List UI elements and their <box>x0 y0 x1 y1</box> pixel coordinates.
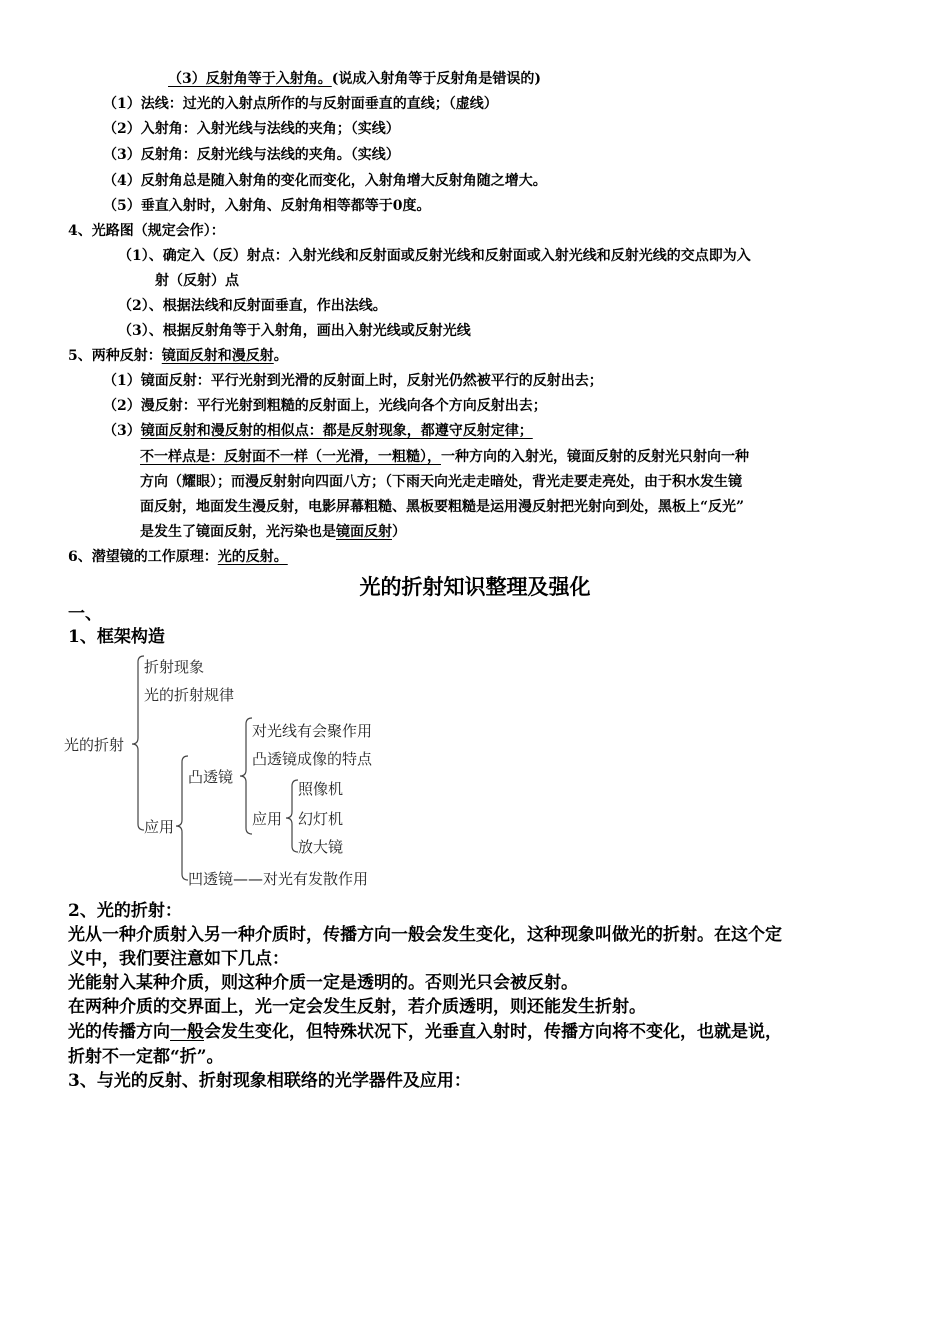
paragraph-point-3 <box>68 1021 782 1043</box>
tree-node-magnifier: 放大镜 <box>298 838 344 856</box>
text: ） <box>392 524 406 540</box>
line-diff-2: 方向（耀眼）；而漫反射射向四面八方；（下雨天向光走走暗处，背光走要走亮处，由于积水发生镜 <box>140 474 742 490</box>
tree-node-projector: 幻灯机 <box>298 810 344 828</box>
line-angle-change: （4）反射角总是随入射角的变化而变化，入射角增大反射角随之增大。 <box>103 173 547 189</box>
section-6-heading <box>68 548 288 566</box>
tree-node-camera: 照像机 <box>298 780 344 798</box>
text: 6、潜望镜的工作原理： <box>68 549 218 565</box>
framework-tree-diagram <box>62 650 402 895</box>
paragraph-point-1: 光能射入某种介质，则这种介质一定是透明的。否则光只会被反射。 <box>68 973 578 993</box>
line-4-2: （2）、根据法线和反射面垂直，作出法线。 <box>118 298 387 314</box>
tree-node-law: 光的折射规律 <box>144 686 235 704</box>
underlined-text: 镜面反射和漫反射的相似点：都是反射现象，都遵守反射定律； <box>140 423 533 439</box>
framework-heading: 1、框架构造 <box>68 627 165 647</box>
tree-node-root: 光的折射 <box>64 736 125 754</box>
line-5-2: （2）漫反射：平行光射到粗糙的反射面上，光线向各个方向反射出去； <box>103 398 547 414</box>
section-5-heading <box>68 347 288 365</box>
line-4-3: （3）、根据反射角等于入射角，画出入射光线或反射光线 <box>118 323 471 339</box>
line-normal: （1）法线：过光的入射点所作的与反射面垂直的直线；（虚线） <box>103 96 498 112</box>
line-5-1: （1）镜面反射：平行光射到光滑的反射面上时，反射光仍然被平行的反射出去； <box>103 373 603 389</box>
tree-node-uses: 应用 <box>252 810 283 828</box>
tree-node-phenomenon: 折射现象 <box>144 658 205 676</box>
section-2-heading: 2、光的折射： <box>68 901 182 921</box>
paragraph-point-2: 在两种介质的交界面上，光一定会发生反射，若介质透明，则还能发生折射。 <box>68 997 646 1017</box>
section-3-heading: 3、与光的反射、折射现象相联络的光学器件及应用： <box>68 1071 471 1091</box>
text: 5、两种反射： <box>68 348 162 364</box>
text: （3） <box>103 423 141 439</box>
section-4-heading: 4、光路图（规定会作）： <box>68 223 225 239</box>
underlined-text: 一般 <box>170 1022 204 1042</box>
text: 一种方向的入射光，镜面反射的反射光只射向一种 <box>441 449 749 465</box>
underlined-text: （3）反射角等于入射角。 <box>168 71 332 87</box>
underlined-text: 光的反射。 <box>217 549 288 565</box>
underlined-text: 镜面反射和漫反射 <box>161 348 274 364</box>
paragraph-point-3b: 折射不一定都“折”。 <box>68 1047 224 1067</box>
line-reflection-equal <box>168 70 541 88</box>
underlined-text: 不一样点是：反射面不一样（一光滑，一粗糙）， <box>140 449 441 465</box>
section-one-heading: 一、 <box>68 604 102 624</box>
paragraph-definition-2: 义中，我们要注意如下几点： <box>68 949 289 969</box>
tree-node-converge: 对光线有会聚作用 <box>252 722 373 740</box>
line-diff-4 <box>140 523 406 541</box>
tree-node-imaging: 凸透镜成像的特点 <box>252 750 373 768</box>
line-diff-3: 面反射，地面发生漫反射，电影屏幕粗糙、黑板要粗糙是运用漫反射把光射向到处，黑板上“反光” <box>140 499 745 515</box>
line-vertical-incidence: （5）垂直入射时，入射角、反射角相等都等于0度。 <box>103 198 431 214</box>
line-incident-angle: （2）入射角：入射光线与法线的夹角；（实线） <box>103 121 400 137</box>
underlined-text: 镜面反射 <box>336 524 392 540</box>
line-5-3 <box>103 422 533 440</box>
text: 光的传播方向 <box>68 1022 170 1042</box>
tree-brace-convex <box>240 718 252 834</box>
tree-brace-root <box>132 656 144 830</box>
tree-brace-application <box>176 756 188 880</box>
line-4-1a: （1）、确定入（反）射点：入射光线和反射面或反射光线和反射面或入射光线和反射光线的交点即为入 <box>118 248 751 264</box>
paragraph-definition-1: 光从一种介质射入另一种介质时，传播方向一般会发生变化，这种现象叫做光的折射。在这个定 <box>68 925 782 945</box>
text: 是发生了镜面反射，光污染也是 <box>140 524 336 540</box>
tree-node-convex-lens: 凸透镜 <box>188 768 234 786</box>
tree-node-application: 应用 <box>144 818 175 836</box>
tree-brace-uses <box>286 780 298 852</box>
page-title: 光的折射知识整理及强化 <box>359 575 591 599</box>
text: 。 <box>273 348 288 364</box>
line-diff-1 <box>140 448 749 466</box>
tree-node-concave-lens: 凹透镜——对光有发散作用 <box>188 870 369 888</box>
line-4-1b: 射（反射）点 <box>155 273 239 289</box>
text: 会发生变化，但特殊状况下，光垂直入射时，传播方向将不变化，也就是说， <box>204 1022 782 1042</box>
line-reflection-angle: （3）反射角：反射光线与法线的夹角。（实线） <box>103 147 400 163</box>
note-text: (说成入射角等于反射角是错误的) <box>331 71 541 87</box>
